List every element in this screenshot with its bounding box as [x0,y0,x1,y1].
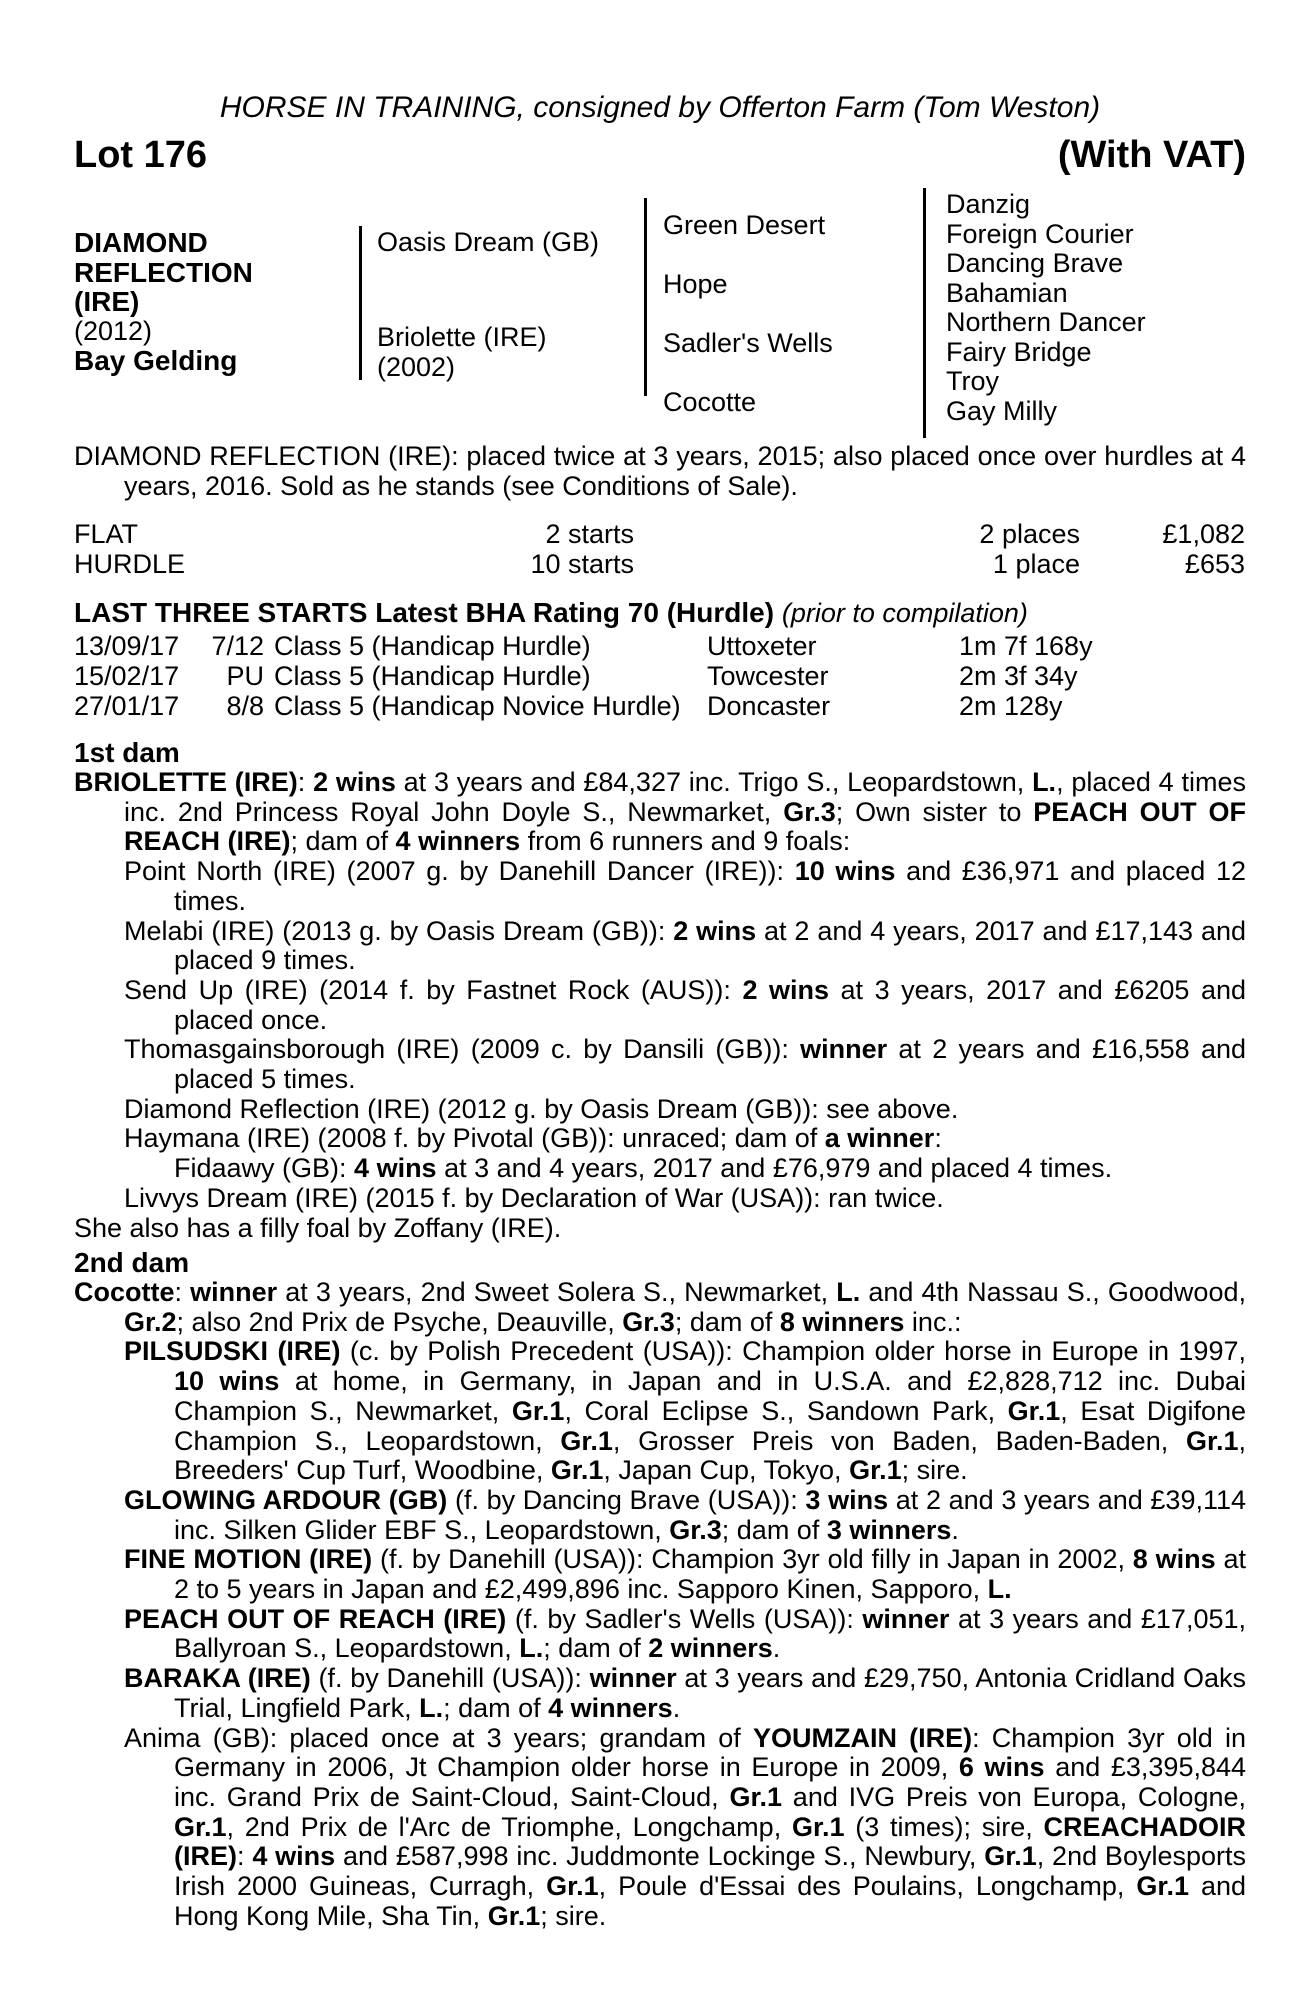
text-run: at 3 and 4 years, 2017 and £76,979 and placed 4 times. [436,1153,1113,1184]
race-class: Class 5 (Handicap Novice Hurdle) [274,691,681,721]
grandparent-name: Cocotte [663,387,757,417]
race-record-row [74,661,1246,691]
text-run: CREACHADOIR (IRE) [174,1811,1246,1872]
great-grandparent-name: Bahamian [946,277,1068,308]
text-run: at 2 and 4 years, 2017 and £17,143 and placed 9 times. [174,915,1246,976]
pedigree-divider-1 [359,226,362,380]
text-run: (f. by Dancing Brave (USA)): [447,1484,806,1515]
text-run: winner [862,1603,950,1634]
text-run: : [297,767,314,797]
dam-name-line: Briolette (IRE) [377,322,547,352]
text-run: at 3 years, 2nd Sweet Solera S., Newmarket, [277,1277,837,1307]
text-run: (f. by Danehill (USA)): [310,1663,590,1694]
stats-starts: 2 starts [545,519,634,549]
race-distance: 2m 128y [959,691,1063,721]
text-run: DIAMOND REFLECTION (IRE): placed twice at 3 years, 2015; also placed once over hurdles at 4 years, 2016. Sold as he stands (see Conditions of Sale). [74,441,1246,501]
text-run: , 2nd Prix de l'Arc de Triomphe, Longchamp, [226,1811,792,1842]
subject-name-line: Bay Gelding [74,345,238,376]
subject-name-line: (IRE) [74,286,140,317]
text-run: : [174,1277,191,1307]
text-run: , Grosser Preis von Baden, Baden-Baden, [612,1425,1186,1456]
text-run: PEACH OUT OF REACH (IRE) [124,1603,507,1634]
text-run: Gr.1 [1185,1425,1239,1456]
pedigree-paragraph [74,1154,1246,1184]
text-run: BARAKA (IRE) [124,1663,311,1694]
text-run: , placed 4 times inc. 2nd Princess Royal John Doyle S., Newmarket, [124,767,1246,827]
races-table [74,631,1246,721]
text-run: from 6 runners and 9 foals: [520,826,851,857]
pedigree-paragraph [74,1337,1246,1486]
text-run: 10 wins [174,1366,280,1397]
text-run: , Breeders' Cup Turf, Woodbine, [174,1425,1246,1486]
race-class: Class 5 (Handicap Hurdle) [274,631,591,661]
text-run: at 2 and 3 years and £39,114 inc. Silken Glider EBF S., Leopardstown, [174,1484,1247,1545]
text-run: a winner [824,1123,935,1154]
pedigree-table [74,186,1246,452]
text-run: Gr.1 [849,1455,902,1486]
race-date: 27/01/17 [74,691,180,721]
text-run: Gr.1 [1007,1395,1061,1426]
pedigree-divider-2 [644,198,647,396]
text-run: 2 winners [648,1633,773,1664]
text-run: and 4th Nassau S., Goodwood, [860,1277,1246,1307]
sire-name: Oasis Dream (GB) [377,227,600,257]
text-run: Gr.1 [546,1871,599,1902]
text-run: ; dam of [543,1633,649,1664]
text-run: Gr.2 [124,1306,177,1337]
text-run: (f. by Sadler's Wells (USA)): [506,1603,863,1634]
first-dam-paragraphs [74,768,1246,1243]
text-run: Diamond Reflection (IRE) (2012 g. by Oasis Dream (GB)): see above. [124,1093,959,1124]
pedigree-divider-3 [923,188,926,438]
text-run: Gr.1 [174,1811,227,1842]
text-run: Gr.1 [984,1841,1037,1872]
text-run: BRIOLETTE (IRE) [74,767,298,797]
text-run: at home, in Germany, in Japan and in U.S.A. and £2,828,712 inc. Dubai Champion S., Newmarket, [174,1366,1246,1426]
text-run: GLOWING ARDOUR (GB) [124,1484,448,1515]
text-run: Gr.1 [560,1425,613,1456]
text-run: L. [419,1692,444,1723]
text-run: and Hong Kong Mile, Sha Tin, [174,1871,1246,1931]
grandparents-column [663,186,918,452]
text-run: Gr.1 [1136,1871,1189,1902]
great-grandparent-name: Gay Milly [946,395,1058,426]
pedigree-paragraph [74,917,1246,976]
text-run: 3 wins [805,1484,889,1515]
text-run: at 3 years, 2017 and £6205 and placed once. [174,974,1247,1035]
text-run: ; dam of [674,1306,780,1337]
text-run: L. [1032,767,1057,797]
text-run: She also has a filly foal by Zoffany (IRE). [74,1212,562,1243]
race-date: 13/09/17 [74,631,180,661]
race-course: Doncaster [707,691,831,721]
text-run: 8 wins [1132,1544,1216,1575]
text-run: 4 wins [252,1841,336,1872]
text-run: L. [836,1277,861,1307]
second-dam-heading: 2nd dam [74,1247,190,1278]
text-run: Livvys Dream (IRE) (2015 f. by Declaration of War (USA)): ran twice. [124,1182,944,1213]
text-run: 10 wins [794,856,896,887]
text-run: 2 wins [313,767,396,797]
text-run: ; sire. [540,1900,607,1931]
text-run: ; dam of [290,826,396,857]
great-grandparent-name: Danzig [946,189,1031,219]
text-run: Point North (IRE) (2007 g. by Danehill Dancer (IRE)): [124,856,795,887]
grandparent-name: Sadler's Wells [663,328,833,358]
first-dam-section [74,738,1246,1243]
races-title-bold: LAST THREE STARTS Latest BHA Rating 70 (Hurdle) [74,597,775,628]
text-run: ; also 2nd Prix de Psyche, Deauville, [176,1306,623,1337]
stats-starts: 10 starts [530,549,634,579]
text-run: Melabi (IRE) (2013 g. by Oasis Dream (GB)): [124,915,674,946]
text-run: 2 wins [673,915,757,946]
pedigree-paragraph [74,1486,1246,1545]
text-run: 2 wins [742,974,830,1005]
stats-places: 2 places [979,519,1080,549]
pedigree-paragraph [74,1035,1246,1094]
race-distance: 1m 7f 168y [959,631,1093,661]
text-run: 8 winners [779,1306,905,1337]
subject-name-line: REFLECTION [74,256,253,288]
subject-name-line: (2012) [74,315,153,346]
text-run: . [772,1633,781,1664]
pedigree-paragraph [74,857,1246,916]
text-run: , Poule d'Essai des Poulains, Longchamp, [598,1871,1137,1902]
text-run: PILSUDSKI (IRE) [124,1336,341,1367]
text-run: at 2 years and £16,558 and placed 5 times. [174,1034,1246,1095]
text-run: Gr.1 [791,1811,845,1842]
text-run: . [951,1514,959,1545]
text-run: , Japan Cup, Tokyo, [603,1455,850,1486]
pedigree-paragraph [74,1724,1246,1932]
pedigree-paragraph [74,976,1246,1035]
text-run: at 2 to 5 years in Japan and £2,499,896 inc. Sapporo Kinen, Sapporo, [174,1544,1247,1605]
consignor-line: HORSE IN TRAINING, consigned by Offerton Farm (Tom Weston) [219,91,1101,124]
text-run: , 2nd Boylesports Irish 2000 Guineas, Curragh, [174,1841,1246,1902]
race-position: 8/8 [226,691,264,721]
text-run: Anima (GB): placed once at 3 years; grandam of [124,1722,753,1753]
pedigree-paragraph [74,768,1246,857]
lot-number: Lot 176 [74,134,208,176]
grandparent-name: Green Desert [663,210,826,240]
text-run: Send Up (IRE) (2014 f. by Fastnet Rock (AUS)): [124,974,743,1005]
text-run: 3 winners [826,1514,952,1545]
text-run: Haymana (IRE) (2008 f. by Pivotal (GB)): unraced; dam of [124,1123,825,1154]
last-three-starts-title [74,598,1246,628]
pedigree-paragraph [74,1124,1246,1154]
race-position: 7/12 [211,631,264,661]
text-run: Cocotte [74,1277,175,1307]
text-run: PEACH OUT OF REACH (IRE) [124,796,1246,857]
dam-name-block [377,323,547,382]
text-run: at 3 years and £29,750, Antonia Cridland Oaks Trial, Lingfield Park, [174,1663,1247,1723]
race-date: 15/02/17 [74,661,180,691]
stats-row [74,549,1246,579]
subject-horse-block [74,228,349,376]
text-run: (c. by Polish Precedent (USA)): Champion older horse in Europe in 1997, [340,1336,1246,1367]
text-run: ; dam of [721,1514,827,1545]
great-grandparent-name: Foreign Courier [946,218,1134,249]
text-run: ; sire. [901,1455,968,1486]
text-run: 4 wins [354,1153,437,1184]
text-run: (3 times); sire, [844,1811,1044,1842]
text-run: Gr.1 [487,1900,541,1931]
second-dam-paragraphs [74,1278,1246,1931]
stats-discipline: HURDLE [74,549,186,579]
last-three-starts [74,597,1246,721]
stats-earnings: £1,082 [1162,519,1245,549]
second-dam-section [74,1248,1246,1931]
text-run: ; Own sister to [835,796,1034,827]
text-run: , Coral Eclipse S., Sandown Park, [564,1395,1008,1426]
text-run: Gr.1 [729,1781,783,1812]
text-run: Fidaawy (GB): [174,1153,355,1184]
text-run: , Esat Digifone Champion S., Leopardstown, [174,1395,1246,1456]
stats-discipline: FLAT [74,519,139,549]
text-run: 4 winners [395,826,521,857]
text-run: . [672,1692,681,1723]
text-run: and IVG Preis von Europa, Cologne, [782,1781,1246,1812]
text-run: Gr.3 [669,1514,722,1545]
race-record-summary [74,519,1246,579]
subject-name-line: DIAMOND [74,227,208,258]
text-run: inc.: [904,1306,962,1337]
text-run: L. [987,1574,1012,1605]
race-class: Class 5 (Handicap Hurdle) [274,661,591,691]
text-run: and £36,971 and placed 12 times. [174,856,1247,916]
text-run: Gr.1 [511,1395,565,1426]
description-paragraphs [74,442,1246,501]
text-run: YOUMZAIN (IRE) [752,1722,973,1753]
text-run: 4 winners [548,1692,673,1723]
race-course: Towcester [707,661,829,691]
text-run: Gr.1 [550,1455,604,1486]
pedigree-paragraph [74,1184,1246,1214]
text-run: 6 wins [958,1752,1045,1783]
description-paragraph [74,442,1246,501]
great-grandparent-name: Fairy Bridge [946,336,1092,367]
race-course: Uttoxeter [707,631,817,661]
dam-name-line: (2002) [377,351,456,382]
race-record-row [74,631,1246,661]
text-run: Gr.3 [622,1306,675,1337]
page-content [74,0,1246,2000]
stats-row [74,519,1246,549]
stats-places: 1 place [992,549,1080,579]
first-dam-heading: 1st dam [74,737,180,768]
race-distance: 2m 3f 34y [959,661,1078,691]
text-run: L. [519,1633,544,1664]
text-run: Gr.3 [783,796,836,827]
text-run: at 3 years and £84,327 inc. Trigo S., Leopardstown, [395,767,1033,797]
text-run: and £587,998 inc. Juddmonte Lockinge S., Newbury, [335,1841,985,1872]
text-run: (f. by Danehill (USA)): Champion 3yr old filly in Japan in 2002, [372,1544,1133,1575]
race-position: PU [226,661,264,691]
pedigree-paragraph [74,1278,1246,1337]
text-run: at 3 years and £17,051, Ballyroan S., Leopardstown, [174,1603,1246,1664]
text-run: winner [589,1663,677,1694]
stats-earnings: £653 [1184,549,1245,579]
pedigree-paragraph [74,1214,1246,1244]
great-grandparents-column [946,190,1146,426]
great-grandparent-name: Troy [946,366,999,396]
text-run: ; dam of [443,1692,549,1723]
great-grandparent-name: Dancing Brave [946,248,1124,278]
great-grandparent-name: Northern Dancer [946,307,1146,337]
text-run: : [934,1123,942,1154]
race-record-row [74,691,1246,721]
text-run: Thomasgainsborough (IRE) (2009 c. by Dansili (GB)): [124,1034,801,1065]
pedigree-paragraph [74,1664,1246,1723]
grandparent-name: Hope [663,269,728,299]
text-run: winner [800,1034,888,1065]
pedigree-paragraph [74,1095,1246,1125]
text-run: : Champion 3yr old in Germany in 2006, Jt Champion older horse in Europe in 2009, [174,1722,1246,1783]
text-run: : [237,1841,253,1872]
races-title-note: (prior to compilation) [781,598,1028,628]
text-run: and £3,395,844 inc. Grand Prix de Saint-Cloud, Saint-Cloud, [174,1752,1247,1812]
text-run: FINE MOTION (IRE) [124,1544,373,1575]
pedigree-paragraph [74,1605,1246,1664]
vat-badge: (With VAT) [1057,134,1246,176]
text-run: winner [190,1277,278,1307]
pedigree-paragraph [74,1545,1246,1604]
